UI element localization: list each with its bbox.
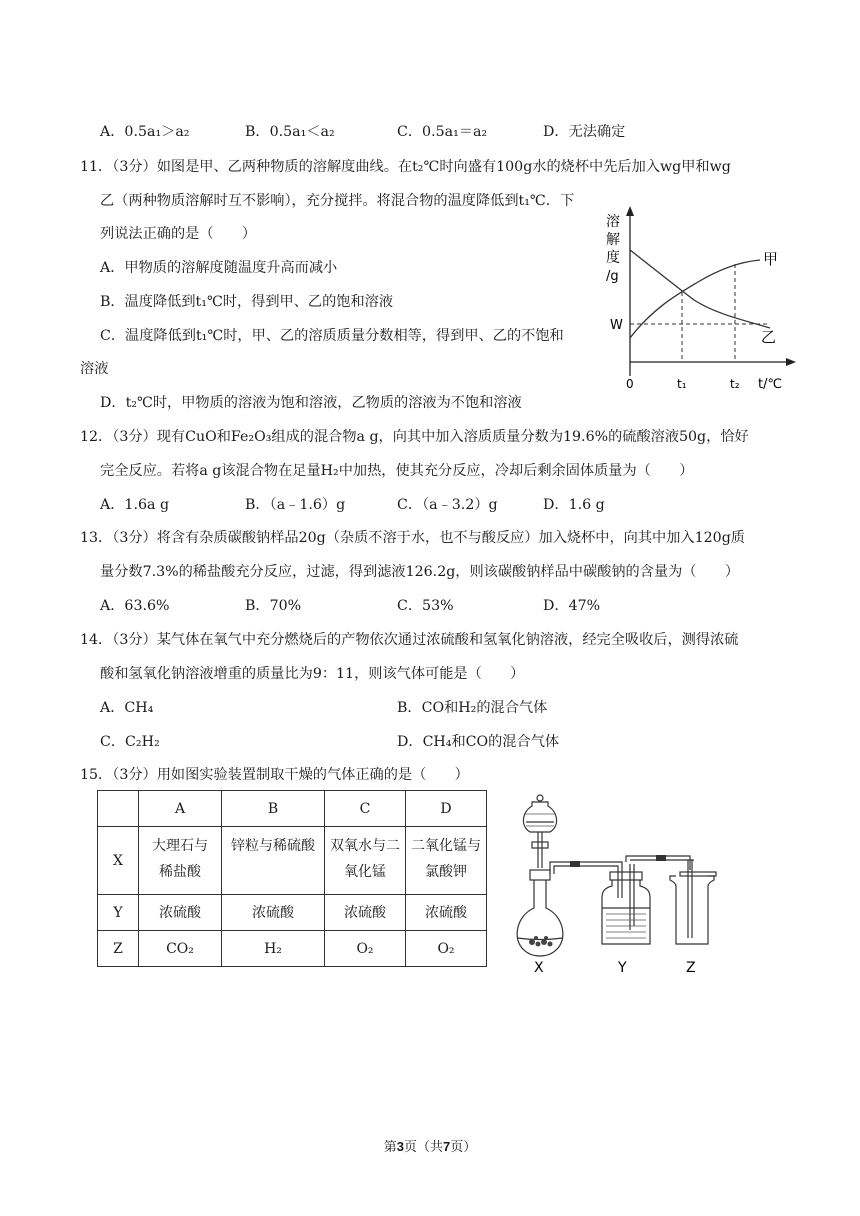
q11-option-d: D．t₂℃时，甲物质的溶液为饱和溶液，乙物质的溶液为不饱和溶液 — [100, 395, 522, 411]
row-label-z: Z — [98, 931, 139, 967]
table-cell: O₂ — [406, 931, 487, 967]
q14-option-b: B．CO和H₂的混合气体 — [397, 700, 548, 716]
q10-option-c: C．0.5a₁＝a₂ — [397, 124, 488, 140]
funnel-stopcock — [532, 842, 548, 848]
table-cell — [222, 827, 325, 895]
table-cell: 浓硫酸 — [406, 895, 487, 931]
q14-stem-line1: 14．（3分）某气体在氧气中充分燃烧后的产物依次通过浓硫酸和氢氧化钠溶液，经完全吸收后，测得浓硫 — [80, 632, 739, 648]
cell-line: 双氧水与二 — [330, 838, 400, 854]
q12-option-c: C．（a﹣3.2）g — [397, 497, 498, 513]
origin-label: 0 — [626, 377, 634, 391]
page-footer — [0, 1136, 860, 1155]
q12-stem-line1: 12．（3分）现有CuO和Fe₂O₃组成的混合物a g，向其中加入溶质质量分数为19.6%的硫酸溶液50g，恰好 — [80, 429, 749, 445]
cell-line: 锌粒与稀硫酸 — [231, 838, 315, 854]
footer-mid: 页（共 — [403, 1140, 443, 1155]
q14-stem-line2: 酸和氢氧化钠溶液增重的质量比为9：11，则该气体可能是（ ） — [100, 666, 525, 682]
q12-option-d: D．1.6 g — [543, 497, 605, 513]
q13-option-c: C．53% — [397, 598, 454, 614]
q11-option-b: B．温度降低到t₁℃时，得到甲、乙的饱和溶液 — [100, 294, 394, 310]
glass-plate — [680, 872, 716, 876]
footer-total-pages: 7 — [443, 1139, 451, 1154]
q10-option-d: D．无法确定 — [543, 124, 626, 140]
table-row — [98, 931, 487, 967]
q10-option-b: B．0.5a₁＜a₂ — [245, 124, 335, 140]
gas-apparatus-diagram — [510, 790, 730, 980]
table-row — [98, 895, 487, 931]
separatory-funnel — [523, 802, 556, 832]
t1-label: t₁ — [677, 377, 687, 391]
q10-option-a: A．0.5a₁＞a₂ — [100, 124, 190, 140]
curve-yi-label: 乙 — [761, 328, 777, 346]
t2-label: t₂ — [730, 377, 740, 391]
flask-stopper — [530, 870, 550, 880]
table-cell: CO₂ — [139, 931, 222, 967]
table-cell — [406, 827, 487, 895]
cell-line: 大理石与 — [152, 838, 208, 854]
table-row — [98, 827, 487, 895]
q12-option-b: B．（a﹣1.6）g — [245, 497, 346, 513]
table-cell: 浓硫酸 — [325, 895, 406, 931]
table-header-a: A — [139, 791, 222, 827]
cell-line: 氧化锰 — [344, 864, 386, 880]
funnel-stopper — [537, 795, 543, 801]
q11-option-a: A．甲物质的溶解度随温度升高而减小 — [100, 260, 338, 276]
q12-option-a: A．1.6a g — [100, 497, 170, 513]
ylabel-char-3: 度 — [606, 250, 620, 266]
table-cell — [139, 827, 222, 895]
row-label-y: Y — [98, 895, 139, 931]
table-header-c: C — [325, 791, 406, 827]
table-cell: O₂ — [325, 931, 406, 967]
row-label-x: X — [98, 827, 139, 895]
q13-option-a: A．63.6% — [100, 598, 170, 614]
ylabel-char-2: 解 — [606, 232, 620, 248]
label-y: Y — [618, 960, 627, 976]
footer-prefix: 第 — [383, 1140, 397, 1155]
table-row — [98, 791, 487, 827]
q11-stem-line1: 11．（3分）如图是甲、乙两种物质的溶解度曲线。在t₂℃时向盛有100g水的烧杯中先后加入wg甲和wg — [80, 159, 731, 175]
bottle-y — [602, 880, 650, 944]
q15-stem: 15．（3分）用如图实验装置制取干燥的气体正确的是（ ） — [80, 767, 469, 783]
table-header-b: B — [222, 791, 325, 827]
curve-jia — [630, 260, 760, 338]
q11-option-c-line2: 溶液 — [80, 361, 109, 377]
table-cell: 浓硫酸 — [139, 895, 222, 931]
cell-line: 氯酸钾 — [425, 864, 467, 880]
table-cell: H₂ — [222, 931, 325, 967]
x-unit-label: t/℃ — [758, 377, 783, 392]
table-cell: 浓硫酸 — [222, 895, 325, 931]
bottle-y-stopper — [610, 872, 642, 880]
q14-option-d: D．CH₄和CO的混合气体 — [397, 734, 560, 750]
label-x: X — [534, 960, 544, 976]
q11-stem-line2: 乙（两种物质溶解时互不影响），充分搅拌。将混合物的温度降低到t₁℃．下 — [100, 193, 575, 209]
q11-stem-line3: 列说法正确的是（ ） — [100, 226, 257, 242]
cell-line: 二氧化锰与 — [411, 838, 481, 854]
table-cell — [98, 791, 139, 827]
footer-suffix: 页） — [450, 1140, 477, 1155]
q14-option-c: C．C₂H₂ — [100, 734, 160, 750]
solubility-curve-graph — [598, 198, 798, 398]
footer-page-number: 3 — [396, 1139, 404, 1154]
table-cell — [325, 827, 406, 895]
curve-jia-label: 甲 — [763, 250, 779, 268]
q13-stem-line2: 量分数7.3%的稀盐酸充分反应，过滤，得到滤液126.2g，则该碳酸钠样品中碳酸钠的含量为（ ） — [100, 564, 740, 580]
q13-option-b: B．70% — [245, 598, 302, 614]
ylabel-unit: /g — [606, 269, 619, 284]
table-header-d: D — [406, 791, 487, 827]
q12-stem-line2: 完全反应。若将a g该混合物在足量H₂中加热，使其充分反应，冷却后剩余固体质量为（ ） — [100, 463, 694, 479]
q11-option-c-line1: C．温度降低到t₁℃时，甲、乙的溶质质量分数相等，得到甲、乙的不饱和 — [100, 328, 564, 344]
label-z: Z — [686, 960, 696, 976]
ylabel-char-1: 溶 — [606, 214, 620, 230]
q13-stem-line1: 13．（3分）将含有杂质碳酸钠样品20g（杂质不溶于水，也不与酸反应）加入烧杯中，向其中加入120g质 — [80, 530, 745, 546]
w-label: W — [610, 318, 623, 333]
q13-option-d: D．47% — [543, 598, 601, 614]
q15-table — [97, 790, 487, 967]
q14-option-a: A．CH₄ — [100, 700, 154, 716]
cell-line: 稀盐酸 — [159, 864, 201, 880]
